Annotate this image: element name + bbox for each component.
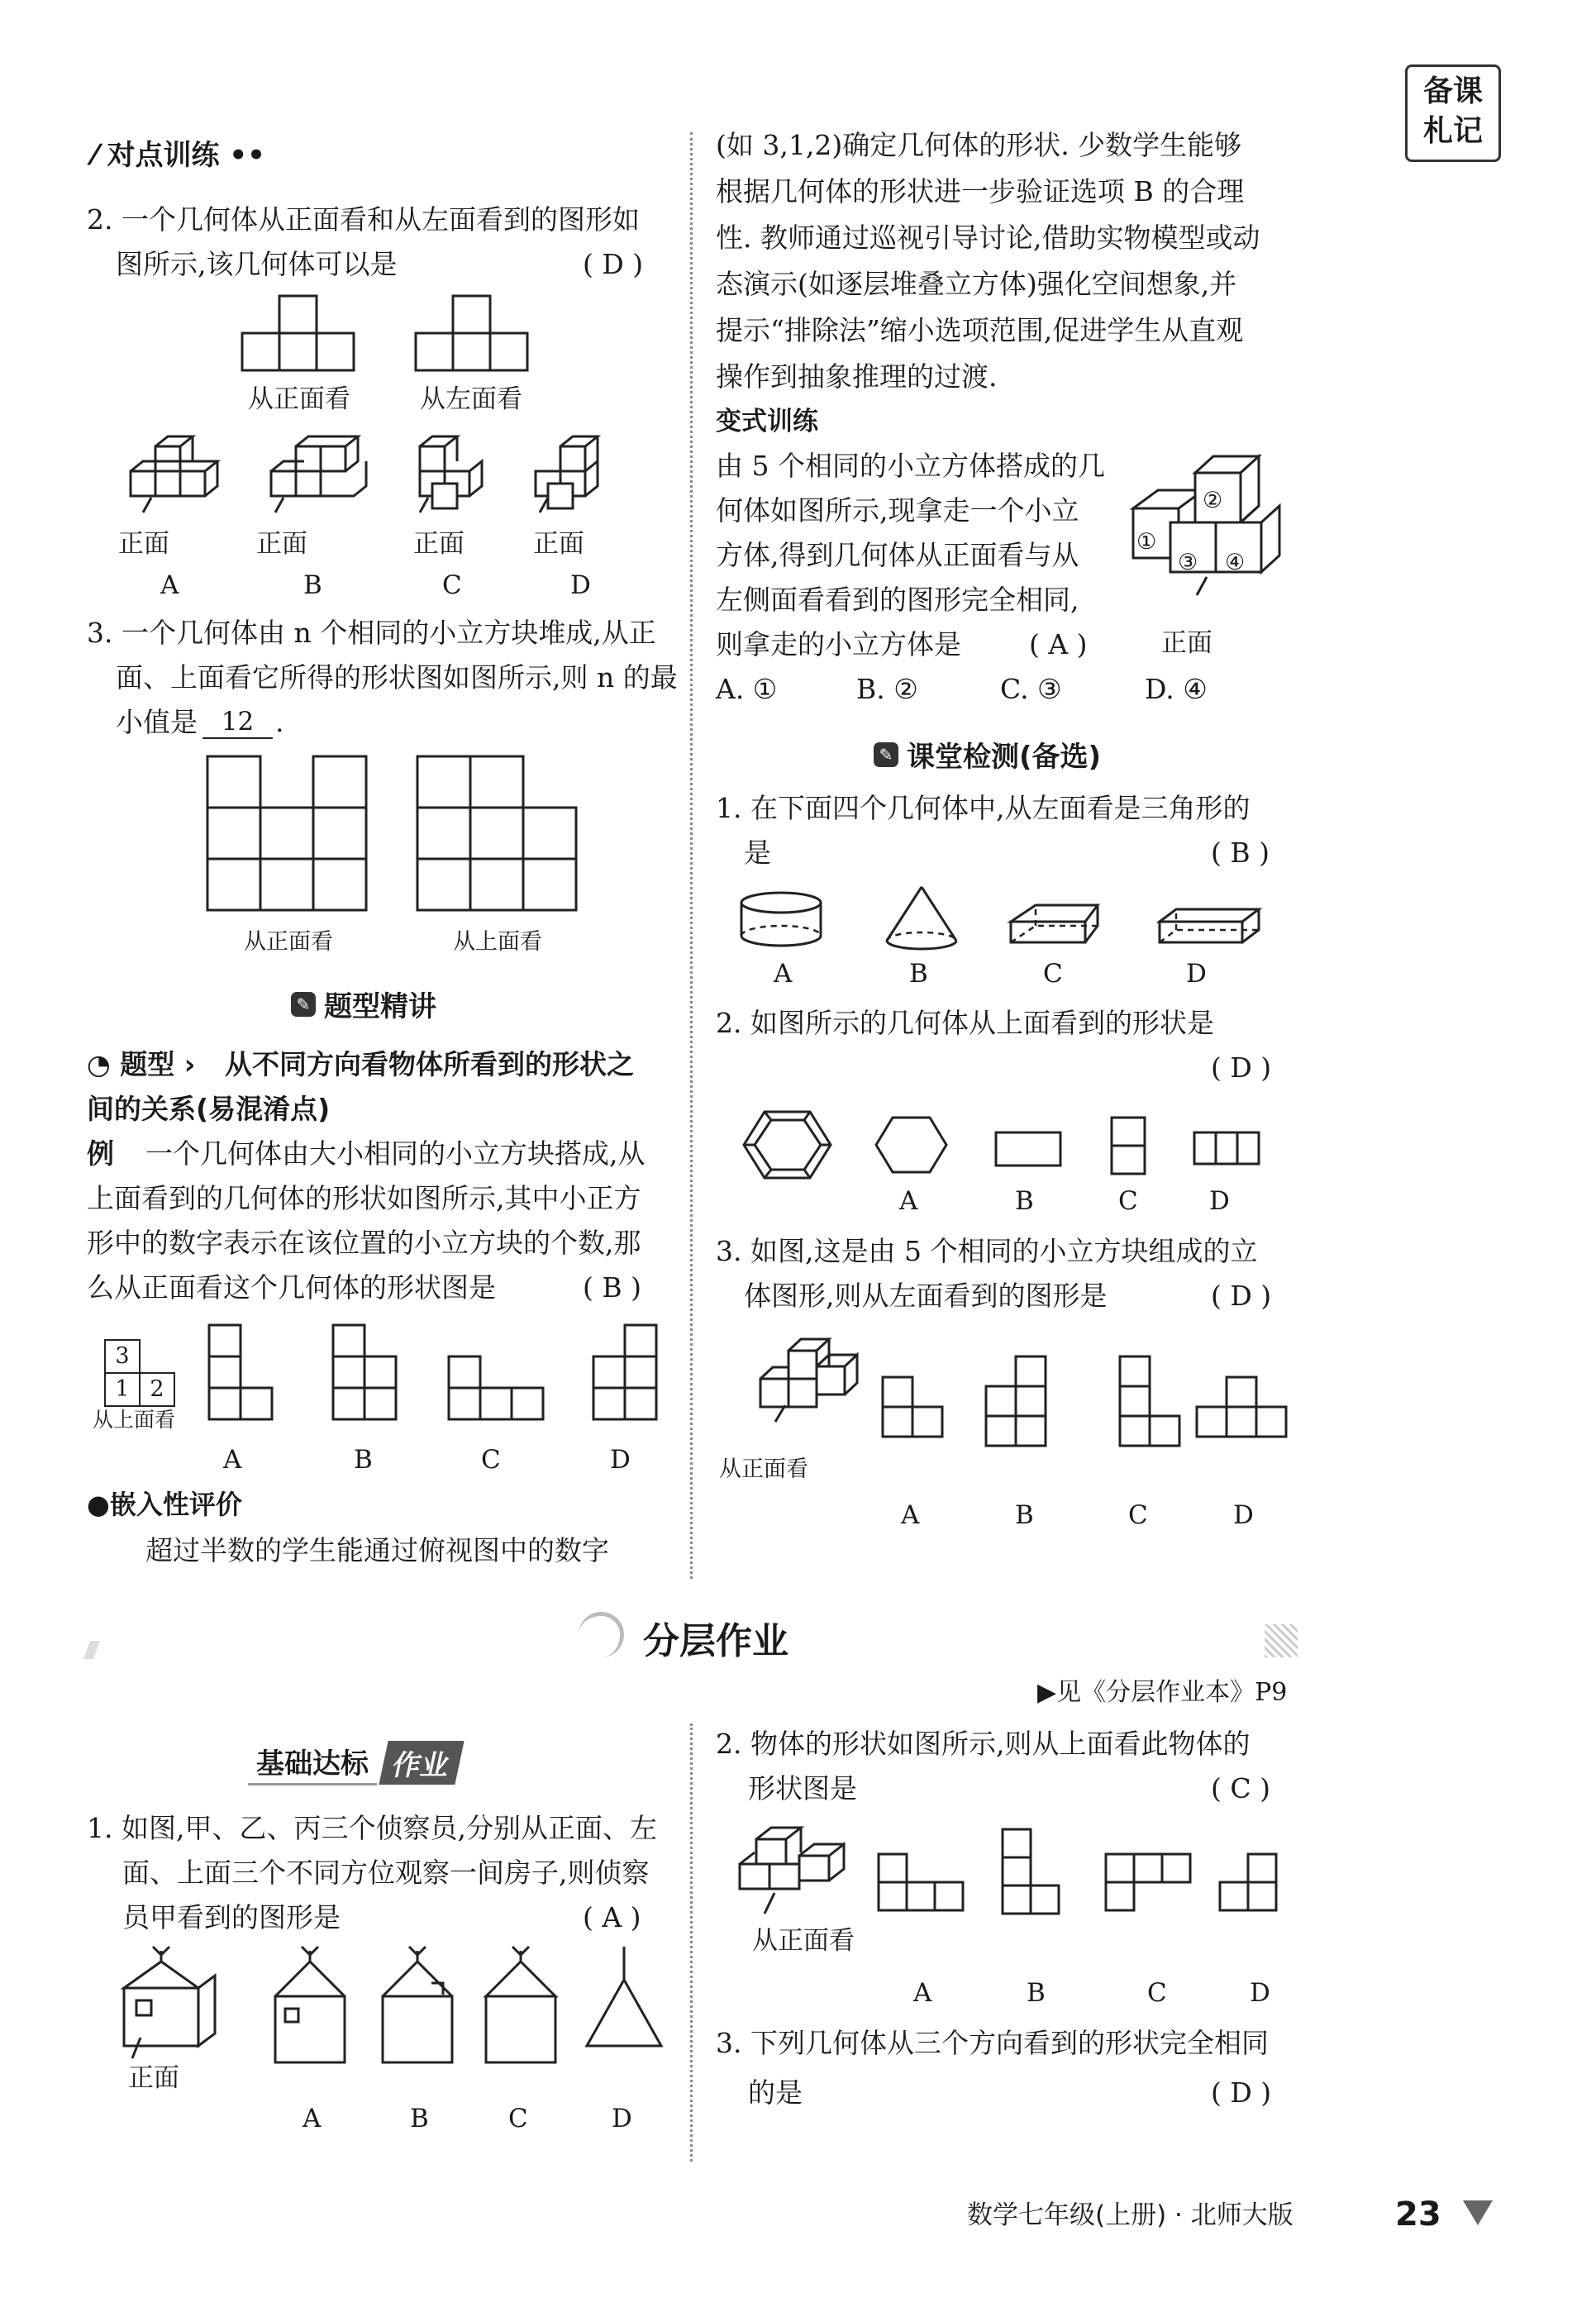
c2-line1: 2. 如图所示的几何体从上面看到的形状是 <box>716 1007 1214 1039</box>
example-line3: 形中的数字表示在该位置的小立方块的个数,那 <box>87 1227 641 1259</box>
q2-solids <box>122 434 635 517</box>
q3-line2: 面、上面看它所得的形状图如图所示,则 n 的最 <box>116 661 678 694</box>
q2-option-d: D <box>570 570 591 600</box>
c1-answer: ( B ) <box>1211 837 1270 869</box>
variant-cube-1: ① <box>1136 529 1157 555</box>
example-top-view-label: 从上面看 <box>93 1408 176 1432</box>
variant-cube-4: ④ <box>1225 550 1246 575</box>
variant-line5: 则拿走的小立方体是 <box>716 628 961 660</box>
para-line4: 态演示(如逐层堆叠立方体)强化空间想象,并 <box>716 268 1237 300</box>
para-line3: 性. 教师通过巡视引导讨论,借助实物模型或动 <box>716 222 1260 254</box>
c1-option-d: D <box>1186 959 1207 989</box>
grid-cell-2: 2 <box>139 1372 175 1407</box>
c2-option-c: C <box>1118 1186 1138 1216</box>
h3-line1: 3. 下列几何体从三个方向看到的形状完全相同 <box>716 2027 1269 2059</box>
c1-line1: 1. 在下面四个几何体中,从左面看是三角形的 <box>716 792 1251 824</box>
section-title-type-analysis: ✎ 题型精讲 <box>291 984 436 1024</box>
h2-answer: ( C ) <box>1211 1772 1270 1804</box>
corner-line2: 札记 <box>1422 114 1483 148</box>
q2-line2: 图所示,该几何体可以是 <box>116 248 398 280</box>
footer-book-title: 数学七年级(上册) · 北师大版 <box>967 2200 1293 2230</box>
variant-line1: 由 5 个相同的小立方体搭成的几 <box>716 450 1105 482</box>
example-option-d: D <box>610 1445 631 1475</box>
q2-option-a: A <box>160 570 179 600</box>
c1-option-b: B <box>909 959 928 989</box>
example-line1: 一个几何体由大小相同的小立方块搭成,从 <box>145 1137 646 1170</box>
c1-option-c: C <box>1043 959 1063 989</box>
c1-option-a: A <box>774 959 793 989</box>
column-divider-top <box>690 132 693 1579</box>
variant-cube-2: ② <box>1203 488 1223 513</box>
example-option-b: B <box>354 1445 373 1475</box>
variant-front-label: 正面 <box>1161 628 1212 658</box>
section-title-class-test: ✎ 课堂检测(备选) <box>874 734 1101 775</box>
c1-solids <box>740 884 1269 959</box>
h3-answer: ( D ) <box>1211 2076 1272 2109</box>
banner-rule-left <box>83 1641 100 1659</box>
banner-swirl-icon <box>579 1612 624 1657</box>
pencil-icon: ✎ <box>291 992 316 1017</box>
c2-option-d: D <box>1209 1186 1230 1216</box>
q3-line3-suffix: . <box>275 706 284 738</box>
h2-option-a: A <box>913 1978 932 2008</box>
h1-line3: 员甲看到的图形是 <box>122 1901 341 1933</box>
q2-option-c: C <box>442 570 462 600</box>
q2-option-b: B <box>303 570 322 600</box>
grid-cell-1: 1 <box>104 1372 141 1407</box>
homework-reference: ▶见《分层作业本》P9 <box>1037 1678 1288 1707</box>
footer-page-number: 23 <box>1395 2195 1441 2234</box>
h1-option-c: C <box>508 2104 528 2133</box>
h2-option-d: D <box>1250 1978 1270 2008</box>
variant-option-b: B. ② <box>856 673 918 705</box>
h1-line1: 1. 如图,甲、乙、丙三个侦察员,分别从正面、左 <box>87 1812 657 1844</box>
corner-line1: 备课 <box>1422 74 1483 108</box>
basic-tag: 作业 <box>379 1741 464 1785</box>
example-line4: 么从正面看这个几何体的形状图是 <box>87 1271 496 1304</box>
basic-label: 基础达标 <box>248 1739 377 1785</box>
q2-line1: 2. 一个几何体从正面看和从左面看到的图形如 <box>87 203 640 236</box>
variant-cube-3: ③ <box>1178 550 1198 575</box>
banner-rule-right <box>1265 1624 1298 1657</box>
q2-view-left-label: 从左面看 <box>420 384 522 414</box>
example-option-c: C <box>481 1445 501 1475</box>
h2-line2: 形状图是 <box>748 1772 857 1804</box>
variant-option-c: C. ③ <box>1000 673 1062 705</box>
c3-option-b: B <box>1015 1500 1034 1530</box>
para-line1: (如 3,1,2)确定几何体的形状. 少数学生能够 <box>716 129 1242 161</box>
type-title-line2: 间的关系(易混淆点) <box>87 1093 331 1125</box>
eval-title: ●嵌入性评价 <box>87 1489 242 1520</box>
q2-view-front-label: 从正面看 <box>248 384 350 414</box>
example-top-grid <box>104 1339 174 1405</box>
example-line2: 上面看到的几何体的形状如图所示,其中小正方 <box>87 1182 641 1214</box>
q2-front-mark-b: 正面 <box>256 529 307 559</box>
variant-line4: 左侧面看看到的图形完全相同, <box>716 584 1079 616</box>
q2-front-mark-a: 正面 <box>118 529 169 559</box>
h3-line2: 的是 <box>748 2076 803 2109</box>
c2-option-a: A <box>899 1186 918 1216</box>
eval-line: 超过半数的学生能通过俯视图中的数字 <box>145 1534 609 1566</box>
q3-line1: 3. 一个几何体由 n 个相同的小立方块堆成,从正 <box>87 617 656 649</box>
h2-front-label: 从正面看 <box>752 1926 855 1956</box>
footer-deco-icon <box>1463 2200 1493 2225</box>
example-options <box>207 1323 669 1422</box>
example-option-a: A <box>223 1445 242 1475</box>
h1-house-figures <box>116 1947 669 2087</box>
c2-answer: ( D ) <box>1211 1051 1272 1084</box>
corner-notes-label <box>1405 64 1501 162</box>
variant-title: 变式训练 <box>716 407 818 436</box>
q2-front-mark-c: 正面 <box>413 529 465 559</box>
c1-line2: 是 <box>744 837 771 869</box>
c3-option-d: D <box>1233 1500 1254 1530</box>
c2-option-b: B <box>1015 1186 1034 1216</box>
c3-line1: 3. 如图,这是由 5 个相同的小立方块组成的立 <box>716 1235 1258 1267</box>
c2-figures <box>740 1099 1269 1190</box>
pencil-icon: ✎ <box>874 742 898 767</box>
homework-title: 分层作业 <box>643 1620 788 1662</box>
variant-line2: 何体如图所示,现拿走一个小立 <box>716 494 1079 527</box>
section-title-practice: ⁄ 对点训练 •• <box>93 139 265 172</box>
h2-option-b: B <box>1027 1978 1046 2008</box>
c3-front-label: 从正面看 <box>719 1456 808 1482</box>
type-label: ◔ 题型 › <box>87 1048 196 1080</box>
example-answer: ( B ) <box>583 1271 641 1304</box>
para-line5: 提示“排除法”缩小选项范围,促进学生从直观 <box>716 314 1244 346</box>
para-line6: 操作到抽象推理的过渡. <box>716 360 998 393</box>
q3-views <box>205 754 585 911</box>
c3-line2: 体图形,则从左面看到的图形是 <box>744 1280 1108 1312</box>
h1-front-label: 正面 <box>128 2063 179 2093</box>
h2-option-c: C <box>1147 1978 1167 2008</box>
h2-figures <box>723 1819 1302 1926</box>
h1-option-b: B <box>410 2104 429 2133</box>
h1-option-d: D <box>612 2104 632 2133</box>
type-title-line1: 从不同方向看物体所看到的形状之 <box>225 1048 634 1080</box>
basic-level-badge <box>248 1739 460 1785</box>
c3-figures <box>744 1329 1306 1474</box>
q3-line3-prefix: 小值是 <box>116 706 198 738</box>
h1-line2: 面、上面三个不同方位观察一间房子,则侦察 <box>122 1857 650 1889</box>
q3-answer-blank: 12 <box>202 706 273 739</box>
c3-option-c: C <box>1128 1500 1148 1530</box>
variant-answer: ( A ) <box>1029 628 1088 660</box>
q2-front-mark-d: 正面 <box>533 529 584 559</box>
q3-view-front-label: 从正面看 <box>244 929 333 955</box>
h1-option-a: A <box>303 2104 322 2133</box>
variant-cubes-figure <box>1131 446 1304 603</box>
q3-view-top-label: 从上面看 <box>453 929 542 955</box>
variant-option-d: D. ④ <box>1145 673 1208 705</box>
h1-answer: ( A ) <box>583 1901 641 1933</box>
c3-option-a: A <box>901 1500 920 1530</box>
para-line2: 根据几何体的形状进一步验证选项 B 的合理 <box>716 175 1245 207</box>
column-divider-bottom <box>690 1723 693 2162</box>
grid-cell-3: 3 <box>104 1339 141 1374</box>
h2-line1: 2. 物体的形状如图所示,则从上面看此物体的 <box>716 1728 1251 1760</box>
c3-answer: ( D ) <box>1211 1280 1272 1312</box>
example-label: 例 <box>87 1137 114 1170</box>
q2-answer: ( D ) <box>583 248 644 280</box>
variant-line3: 方体,得到几何体从正面看与从 <box>716 539 1079 571</box>
variant-option-a: A. ① <box>716 673 778 705</box>
